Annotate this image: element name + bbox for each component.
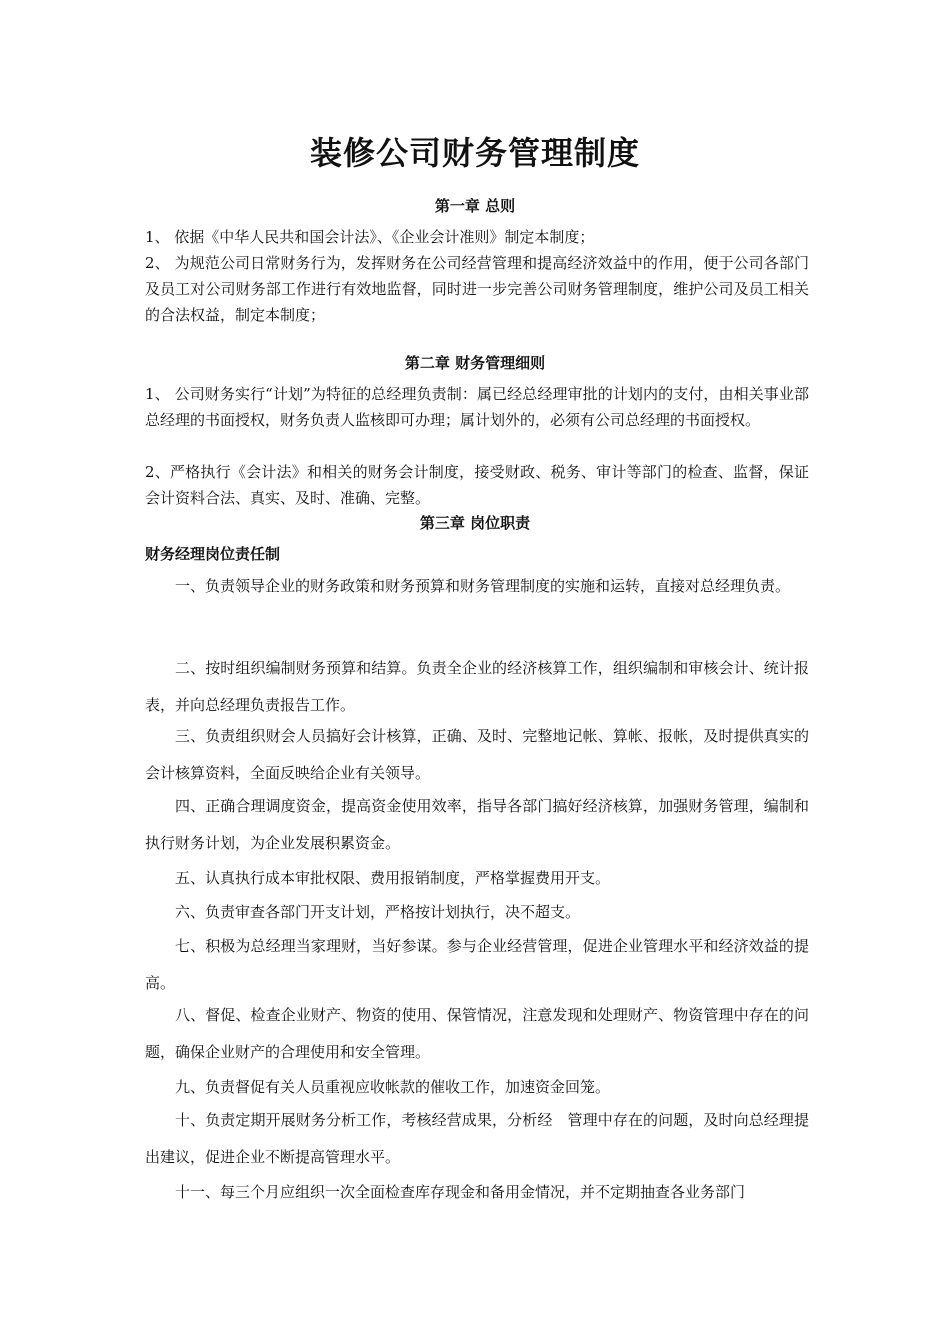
chapter-3-heading: 第三章 岗位职责 <box>419 514 531 532</box>
duty-item-10: 十、负责定期开展财务分析工作，考核经营成果，分析经 管理中存在的问题，及时向总经理提出建议，促进企业不断提高管理水平。 <box>145 1111 809 1166</box>
duty-item-6: 六、负责审查各部门开支计划，严格按计划执行，决不超支。 <box>175 903 581 921</box>
chapter-2-item-2: 2、严格执行《会计法》和相关的财务会计制度，接受财政、税务、审计等部门的检查、监督，保证会计资料合法、真实、及时、准确、完整。 <box>145 463 809 507</box>
chapter-2-item-1: 1、 公司财务实行“计划”为特征的总经理负责制：属已经总经理审批的计划内的支付，由相关事业部总经理的书面授权，财务负责人监核即可办理；属计划外的，必须有公司总经理的书面授权。 <box>145 385 809 429</box>
duty-item-8: 八、督促、检查企业财产、物资的使用、保管情况，注意发现和处理财产、物资管理中存在的问题，确保企业财产的合理使用和安全管理。 <box>145 1006 809 1061</box>
duty-item-11: 十一、每三个月应组织一次全面检查库存现金和备用金情况，并不定期抽查各业务部门 <box>175 1183 746 1201</box>
chapter-1-item-1: 1、 依据《中华人民共和国会计法》、《企业会计准则》制定本制度； <box>145 228 595 246</box>
chapter-2-heading: 第二章 财务管理细则 <box>404 354 546 372</box>
duty-item-1: 一、负责领导企业的财务政策和财务预算和财务管理制度的实施和运转，直接对总经理负责。 <box>175 577 791 595</box>
duty-item-2: 二、按时组织编制财务预算和结算。负责全企业的经济核算工作，组织编制和审核会计、统计报表，并向总经理负责报告工作。 <box>145 659 809 714</box>
section-subheading: 财务经理岗位责任制 <box>145 545 281 563</box>
duty-item-7: 七、积极为总经理当家理财，当好参谋。参与企业经营管理，促进企业管理水平和经济效益的提高。 <box>145 937 809 992</box>
chapter-1-item-2: 2、 为规范公司日常财务行为，发挥财务在公司经营管理和提高经济效益中的作用，便于公司各部门及员工对公司财务部工作进行有效地监督，同时进一步完善公司财务管理制度，维护公司及员工相关的合法权益，制定本制度； <box>145 254 809 324</box>
duty-item-5: 五、认真执行成本审批权限、费用报销制度，严格掌握费用开支。 <box>175 869 611 887</box>
chapter-1-heading: 第一章 总则 <box>434 197 516 215</box>
duty-item-4: 四、正确合理调度资金，提高资金使用效率，指导各部门搞好经济核算，加强财务管理，编制和执行财务计划，为企业发展积累资金。 <box>145 797 809 852</box>
document-title: 装修公司财务管理制度 <box>309 134 640 172</box>
duty-item-3: 三、负责组织财会人员搞好会计核算，正确、及时、完整地记帐、算帐、报帐，及时提供真实的会计核算资料，全面反映给企业有关领导。 <box>145 727 809 782</box>
duty-item-9: 九、负责督促有关人员重视应收帐款的催收工作，加速资金回笼。 <box>175 1078 611 1096</box>
